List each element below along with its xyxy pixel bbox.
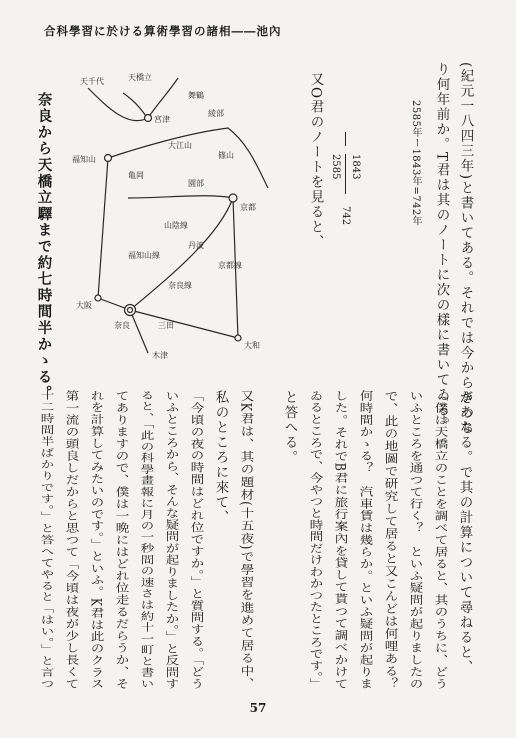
fraction-result: 742 bbox=[340, 206, 351, 226]
map-label: 福知山 bbox=[72, 155, 96, 164]
lower-column-11: 「今頃の夜の時間はどれ位ですか。」と質問する。「どう bbox=[187, 390, 204, 691]
map-label: 宮津 bbox=[154, 115, 170, 124]
map-label: 丹波 bbox=[188, 241, 204, 250]
map-heading: 奈良から天橋立驛まで約七時間半かゝる。 bbox=[35, 92, 53, 402]
map-label: 奈良 bbox=[114, 321, 130, 330]
running-header: 合科學習に於ける算術學習の諸相――池內 bbox=[44, 24, 282, 38]
lower-column-16: 第一流の頭良しだからと思つて「今頃は夜が少し長くて bbox=[62, 390, 79, 690]
rail-line-5 bbox=[98, 158, 108, 298]
fraction-dash bbox=[345, 132, 346, 146]
lower-column-14: てありますので、僕は一晩にはどれ位走るだらうか、そ bbox=[112, 390, 129, 690]
station-marker bbox=[229, 194, 237, 202]
lower-column-17: 十二時間半ばかりです。」と答へてやると「はい。」と言つ bbox=[37, 390, 54, 690]
map-label: 篠山 bbox=[218, 151, 234, 160]
railway-map bbox=[68, 58, 280, 368]
map-label: 京都線 bbox=[218, 261, 242, 270]
lower-column-13: ると、「此の科學畫報に月の一秒間の速さは約十一町と書い bbox=[137, 390, 154, 690]
rail-lines bbox=[88, 78, 268, 353]
formula-line: 2585年ー1843年=742年 bbox=[410, 100, 421, 227]
map-label: 奈良線 bbox=[168, 281, 192, 290]
rail-line-2 bbox=[123, 93, 148, 118]
lower-column-2: 「僕は天橋立のことを調べて居ると、其のうちに、どう bbox=[431, 390, 448, 690]
lower-column-12: いふところから、そんな疑問が起りましたか。」と反問す bbox=[162, 390, 179, 691]
map-label: 福知山線 bbox=[128, 251, 160, 260]
upper-column-1: (紀元一八四三年)と書いてある。それでは今からきつち bbox=[457, 62, 474, 436]
lower-column-10: 私のところに來て、 bbox=[212, 390, 229, 525]
map-labels bbox=[72, 72, 260, 360]
map-label: 園部 bbox=[188, 179, 204, 188]
lower-column-3: いふところを通つて行く？ といふ疑問が起りましたの bbox=[406, 390, 423, 690]
station-marker-inner bbox=[128, 308, 133, 313]
lower-column-4: で、此の地圖で研究して居ると又こんどは何哩ある？ bbox=[381, 390, 398, 690]
map-label: 山陰線 bbox=[164, 221, 188, 230]
fraction-formula bbox=[328, 132, 364, 242]
station-marker bbox=[95, 295, 101, 301]
map-label: 三田 bbox=[158, 321, 174, 330]
map-label: 天千代 bbox=[80, 77, 104, 86]
upper-column-4: 又O君のノートを見ると、 bbox=[307, 72, 324, 250]
lower-column-1: があなる。で其の計算について尋ねると、 bbox=[456, 390, 473, 675]
station-marker bbox=[235, 335, 241, 341]
map-label: 綾部 bbox=[208, 109, 224, 118]
lower-column-6: した。それでB君に旅行案內を貸して貰つて調べかけて bbox=[331, 390, 348, 691]
fraction-denominator: 1843 bbox=[350, 154, 361, 180]
map-label: 天橋立 bbox=[128, 73, 152, 82]
map-label: 亀岡 bbox=[128, 171, 144, 180]
upper-column-2: り何年前か。T君は其のノートに次の樣に書いてゐる。 bbox=[433, 62, 450, 433]
lower-column-9: 又K君は、其の題材(十五夜)で學習を進めて居る中、 bbox=[237, 390, 254, 691]
rail-line-10 bbox=[130, 310, 148, 353]
map-label: 大和 bbox=[244, 341, 260, 350]
station-marker bbox=[145, 115, 152, 122]
page-number: 57 bbox=[249, 701, 267, 715]
lower-column-15: れを計算してみたいのです。」といふ。K君は此のクラス bbox=[87, 390, 104, 691]
lower-column-8: と答へる。 bbox=[281, 390, 298, 465]
map-label: 京都 bbox=[240, 203, 256, 212]
map-label: 木津 bbox=[152, 351, 168, 360]
rail-line-9 bbox=[130, 310, 238, 338]
map-label: 大江山 bbox=[168, 141, 192, 150]
map-label: 大阪 bbox=[76, 301, 92, 310]
map-label: 舞鶴 bbox=[188, 91, 204, 100]
lower-column-7: ゐるところで、今やつと時間だけわかつたところです。」 bbox=[306, 390, 323, 691]
station-marker bbox=[105, 155, 112, 162]
fraction-numerator: 2585 bbox=[330, 154, 341, 180]
rail-line-1 bbox=[88, 88, 148, 121]
rail-line-3 bbox=[148, 78, 178, 118]
lower-column-5: 何時間かゝる？ 汽車賃は幾らか。といふ疑問が起りま bbox=[356, 390, 373, 690]
fraction-bar bbox=[345, 154, 346, 194]
rail-line-6 bbox=[128, 196, 233, 198]
